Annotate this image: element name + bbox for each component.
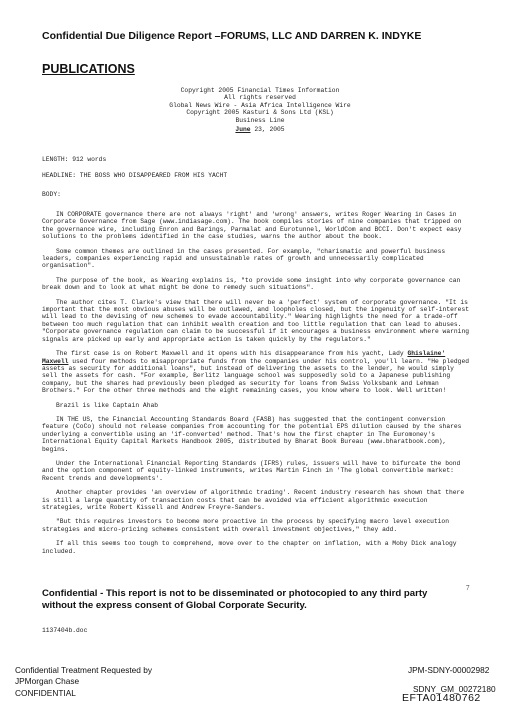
date-rest: 23, 2005 bbox=[250, 126, 285, 134]
paragraph: IN THE US, the Financial Accounting Standards Board (FASB) has suggested that the contingent conversion feature (CoCo) should not release companies from accounting for the potential EPS dilution caused by the shares underlying a convertible using an 'if-converted' method. That's how the first chapter in The Euromoney's International Equity Capital Markets Handbook 2005, distributed by Bharat Book Bureau (www.bharatbook.com), begins. bbox=[42, 415, 462, 453]
paragraph: The purpose of the book, as Wearing explains is, "to provide some insight into why corporate governance can break down and to look at what might be done to remedy such situations". bbox=[42, 276, 461, 292]
footer-treatment: Confidential Treatment Requested by bbox=[15, 665, 152, 675]
maxwell-after: used four methods to misappropriate funds from the companies under his control, you'll learn. "He pledged assets as security for additional loans", but instead of delivering the assets to the lender, he would simply sell the assets for cash. "For example, Berlitz language school was supposedly sold to a Japanese publishing company, but the shares had previously been pledged as security for loans from Swiss Volksbank and Lehman Brothers." For the other three methods and the eight remaining cases, you know where to look. Well written! bbox=[42, 357, 470, 395]
paragraph: "But this requires investors to become more proactive in the process by specifying macro level execution strategies and micro-pricing schemes consistent with overall investment objectives," they add. bbox=[42, 518, 449, 533]
footer-confidential: CONFIDENTIAL bbox=[15, 688, 76, 698]
source-line: Global News Wire - Asia Africa Intelligence Wire bbox=[169, 101, 351, 109]
report-header: Confidential Due Diligence Report –FORUMS, LLC AND DARREN K. INDYKE bbox=[42, 30, 422, 42]
paragraph: Some common themes are outlined in the cases presented. For example, "charismatic and powerful business leaders, companies experiencing rapid and unsustainable rates of growth and unnecessarily complicated organisation". bbox=[42, 247, 446, 270]
article-body bbox=[42, 211, 472, 562]
paragraph-maxwell bbox=[42, 350, 472, 394]
paragraph: The author cites T. Clarke's view that there will never be a 'perfect' system of corporate governance. "It is important that the most obvious abuses will be outlawed, and loopholes closed, but the ingenuity of self-interest will lead to the devising of new schemes to evade accountability." Wearing highlights the need for a trade-off between too much regulation that can inhibit wealth creation and too little regulation that can lead to abuses. "Corporate governance regulation can claim to be successful if it encourages a business environment where warning signals are picked up early and appropriate action is taken quickly by the regulators." bbox=[42, 298, 469, 343]
length-line: LENGTH: 912 words bbox=[42, 156, 107, 163]
paragraph: Another chapter provides 'an overview of algorithmic trading'. Recent industry research has shown that there is still a large quantity of transaction costs that can be avoided via efficient algorithmic execution strategies, write Robert Kissell and Andrew Freyre-Sanders. bbox=[42, 489, 465, 511]
paragraph: Under the International Financial Reporting Standards (IFRS) rules, issuers will have to bifurcate the bond and the option component of equity-linked instruments, writes Martin Finch in 'The global convertible market: Recent trends and developments'. bbox=[42, 459, 461, 482]
bates-number-jpm: JPM-SDNY-00002982 bbox=[408, 665, 490, 675]
footer-company: JPMorgan Chase bbox=[15, 676, 80, 686]
source-line: All rights reserved bbox=[224, 94, 296, 102]
date-month: June bbox=[235, 126, 251, 134]
efta-number: EFTA01480762 bbox=[402, 692, 481, 704]
publication-date bbox=[130, 126, 390, 133]
body-label: BODY: bbox=[42, 191, 61, 198]
subheading: Brazil is like Captain Ahab bbox=[56, 401, 159, 409]
paragraph: IN CORPORATE governance there are not always 'right' and 'wrong' answers, writes Roger Wearing in Cases in Corporate Governance from Sage (www.indiasage.com). The book compiles stories of nine companies that tripped on the governance wire, including Enron and Barings, Parmalat and Eurotunnel, WorldCom and BCCI. Don't expect easy solutions to the problems identified in the case studies, warns the author about the book. bbox=[42, 211, 462, 241]
source-line: Copyright 2005 Kasturi & Sons Ltd (KSL) bbox=[186, 109, 334, 117]
source-line: Copyright 2005 Financial Times Information bbox=[180, 87, 340, 94]
confidentiality-notice: Confidential - This report is not to be disseminated or photocopied to any third party without the express consent of Global Corporate Security. bbox=[42, 588, 428, 611]
page-number: 7 bbox=[466, 584, 470, 592]
section-title: PUBLICATIONS bbox=[42, 62, 135, 76]
headline-line: HEADLINE: THE BOSS WHO DISAPPEARED FROM HIS YACHT bbox=[42, 172, 228, 179]
paragraph: If all this seems too tough to comprehend, move over to the chapter on inflation, with a Moby Dick analogy included. bbox=[42, 540, 457, 555]
source-block bbox=[130, 87, 390, 133]
maxwell-before: The first case is on Robert Maxwell and it opens with his disappearance from his yacht, Lady bbox=[56, 350, 408, 358]
document-id: 1137404b.doc bbox=[42, 627, 88, 634]
source-line: Business Line bbox=[235, 116, 285, 124]
highlighted-name: Ghislaine' Maxwell bbox=[42, 350, 446, 365]
bates-number-sdny: SDNY_GM_00272180 bbox=[413, 684, 496, 694]
